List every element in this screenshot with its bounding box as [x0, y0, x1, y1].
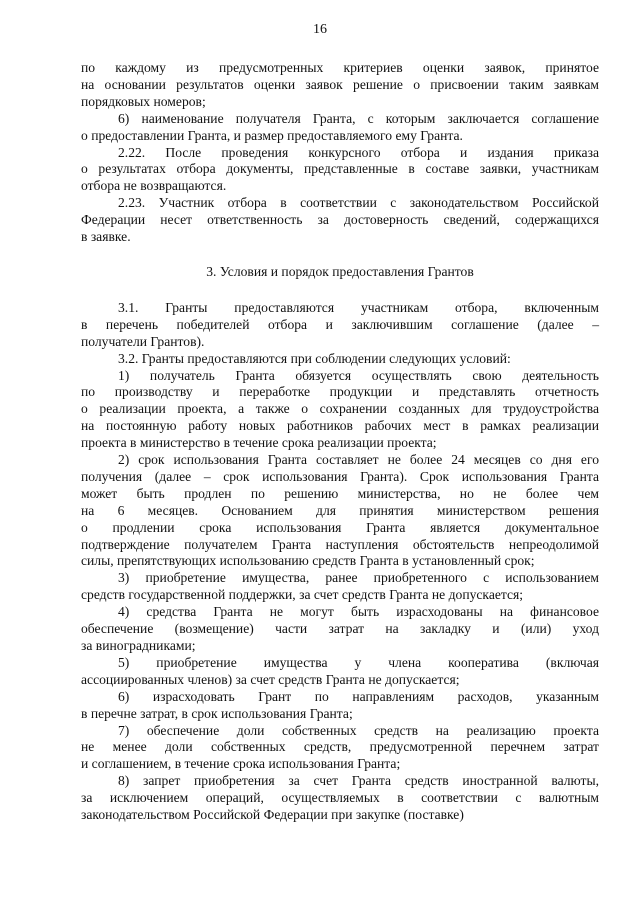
text-line: на 6 месяцев. Основанием для принятия министерством решения: [81, 502, 599, 518]
text-line: в заявке.: [81, 229, 131, 245]
text-line: получения (далее – срок использования Гранта). Срок использования Гранта: [81, 468, 599, 484]
text-line: 2.22. После проведения конкурсного отбора и издания приказа: [118, 144, 599, 160]
paragraph: [81, 604, 599, 655]
text-line: 6) израсходовать Грант по направлениям расходов, указанным: [118, 688, 599, 704]
text-line: о продлении срока использования Гранта является документальное: [81, 519, 599, 535]
text-line: 7) обеспечение доли собственных средств на реализацию проекта: [118, 722, 599, 738]
paragraph: [81, 723, 599, 774]
paragraph: [81, 773, 599, 824]
paragraph: [81, 689, 599, 723]
text-line: 8) запрет приобретения за счет Гранта средств иностранной валюты,: [118, 773, 599, 789]
text-line: проекта в министерство в течение срока реализации проекта;: [81, 435, 437, 451]
text-line: обеспечение (возмещение) части затрат на закладку и (или) уход: [81, 621, 599, 637]
text-line: в перечень победителей отбора и заключившим соглашение (далее –: [81, 316, 599, 332]
text-line: 6) наименование получателя Гранта, с которым заключается соглашение: [118, 110, 599, 126]
text-line: 3) приобретение имущества, ранее приобретенного с использованием: [118, 570, 599, 586]
paragraph: [81, 351, 599, 368]
paragraph: [81, 111, 599, 145]
paragraph: [81, 452, 599, 570]
text-line: силы, препятствующих использованию средств Гранта в установленный срок;: [81, 553, 535, 569]
text-line: порядковых номеров;: [81, 93, 206, 109]
text-line: 1) получатель Гранта обязуется осуществлять свою деятельность: [118, 367, 599, 383]
text-line: получатели Грантов).: [81, 333, 205, 349]
text-line: 5) приобретение имущества у члена кооператива (включая: [118, 654, 599, 670]
text-line: может быть продлен по решению министерства, но не более чем: [81, 485, 599, 501]
text-line: 2.23. Участник отбора в соответствии с законодательством Российской: [118, 195, 599, 211]
section-2-continuation: [81, 60, 599, 246]
section-3-body: [81, 300, 599, 824]
text-line: за виноградниками;: [81, 638, 196, 653]
paragraph: [81, 60, 599, 111]
text-line: на постоянную работу новых работников рабочих мест в рамках реализации: [81, 418, 599, 434]
document-body: [81, 60, 599, 824]
text-line: о реализации проекта, а также о сохранении созданных для трудоустройства: [81, 401, 599, 417]
page-number: 16: [313, 22, 327, 37]
text-line: за исключением операций, осуществляемых в соответствии с валютным: [81, 790, 599, 806]
text-line: 4) средства Гранта не могут быть израсходованы на финансовое: [118, 604, 599, 620]
text-line: 3.2. Гранты предоставляются при соблюдении следующих условий:: [118, 350, 511, 366]
text-line: о результатах отбора документы, представленные в составе заявки, участникам: [81, 161, 599, 177]
text-line: и соглашением, в течение срока использования Гранта;: [81, 756, 401, 772]
text-line: ассоциированных членов) за счет средств Гранта не допускается;: [81, 671, 460, 687]
text-line: на основании результатов оценки заявок решение о присвоении таким заявкам: [81, 76, 599, 92]
text-line: Федерации несет ответственность за достоверность сведений, содержащихся: [81, 212, 599, 228]
text-line: подтверждение получателем Гранта наступления обстоятельств непреодолимой: [81, 536, 599, 552]
paragraph: [81, 145, 599, 196]
text-line: не менее доли собственных средств, предусмотренной перечнем затрат: [81, 739, 599, 755]
text-line: по производству и переработке продукции и представлять отчетность: [81, 384, 599, 400]
text-line: по каждому из предусмотренных критериев оценки заявок, принятое: [81, 60, 599, 75]
text-line: средств государственной поддержки, за счет средств Гранта не допускается;: [81, 587, 524, 603]
paragraph: [81, 368, 599, 453]
text-line: о предоставлении Гранта, и размер предоставляемого ему Гранта.: [81, 127, 463, 143]
section-3-heading: 3. Условия и порядок предоставления Грантов: [206, 263, 474, 279]
paragraph: [81, 570, 599, 604]
text-line: в перечне затрат, в срок использования Гранта;: [81, 705, 353, 721]
text-line: отбора не возвращаются.: [81, 178, 227, 194]
text-line: 2) срок использования Гранта составляет не более 24 месяцев со дня его: [118, 452, 599, 468]
paragraph: [81, 300, 599, 351]
text-line: 3.1. Гранты предоставляются участникам отбора, включенным: [118, 299, 599, 315]
text-line: законодательством Российской Федерации при закупке (поставке): [81, 807, 464, 823]
paragraph: [81, 655, 599, 689]
paragraph: [81, 195, 599, 246]
